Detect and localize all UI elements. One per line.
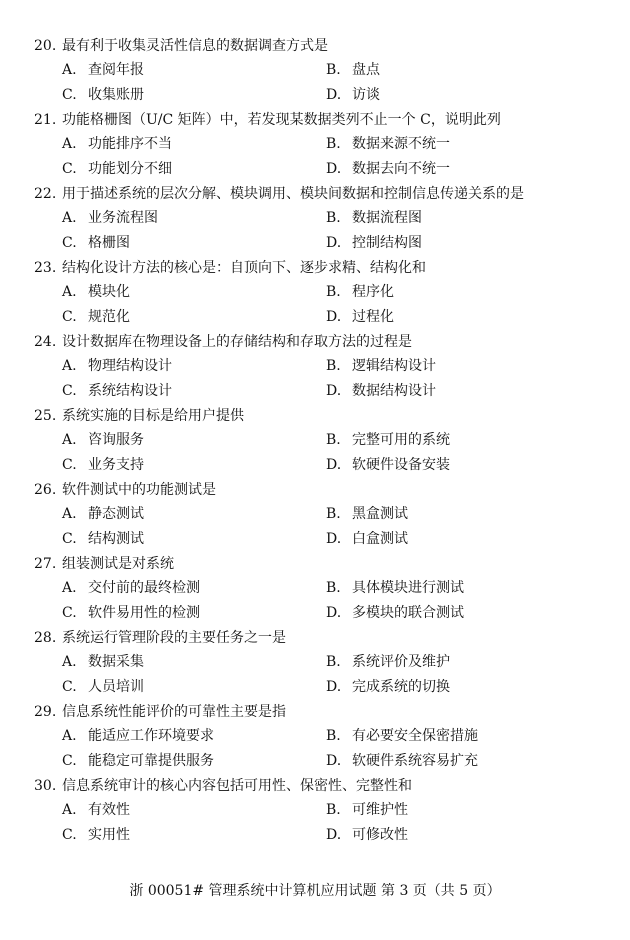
option-text: 软硬件设备安装 xyxy=(352,457,450,473)
option-text: 收集账册 xyxy=(88,87,144,103)
option-letter: B. xyxy=(326,802,341,818)
option-d xyxy=(326,749,576,774)
option-letter: D. xyxy=(326,679,342,695)
option-letter: A. xyxy=(62,284,77,300)
option-letter: A. xyxy=(62,506,77,522)
option-b xyxy=(326,576,576,601)
option-text: 人员培训 xyxy=(88,679,144,695)
option-letter: A. xyxy=(62,62,77,78)
option-c xyxy=(62,379,326,404)
question-number: 27. xyxy=(34,556,57,572)
option-letter: D. xyxy=(326,383,342,399)
option-a xyxy=(62,132,326,157)
option-text: 多模块的联合测试 xyxy=(352,605,464,621)
option-letter: C. xyxy=(62,161,77,177)
option-text: 可维护性 xyxy=(352,802,408,818)
question-item xyxy=(0,700,630,774)
option-text: 业务支持 xyxy=(88,457,144,473)
option-c xyxy=(62,157,326,182)
question-number: 30. xyxy=(34,778,57,794)
question-stem xyxy=(0,774,630,798)
option-d xyxy=(326,453,576,478)
option-b xyxy=(326,280,576,305)
option-text: 结构测试 xyxy=(88,531,144,547)
question-stem xyxy=(0,700,630,724)
option-text: 完成系统的切换 xyxy=(352,679,450,695)
option-letter: B. xyxy=(326,580,341,596)
question-item xyxy=(0,626,630,700)
question-text: 设计数据库在物理设备上的存储结构和存取方法的过程是 xyxy=(62,334,412,350)
option-b xyxy=(326,206,576,231)
option-text: 规范化 xyxy=(88,309,130,325)
option-text: 能稳定可靠提供服务 xyxy=(88,753,214,769)
option-text: 功能排序不当 xyxy=(88,136,172,152)
question-number: 29. xyxy=(34,704,57,720)
question-stem xyxy=(0,182,630,206)
option-a xyxy=(62,280,326,305)
option-letter: B. xyxy=(326,432,341,448)
question-text: 系统实施的目标是给用户提供 xyxy=(62,408,244,424)
question-item xyxy=(0,478,630,552)
option-text: 可修改性 xyxy=(352,827,408,843)
option-a xyxy=(62,798,326,823)
page-footer: 浙 00051# 管理系统中计算机应用试题 第 3 页（共 5 页） xyxy=(129,883,501,899)
question-item xyxy=(0,774,630,848)
question-item xyxy=(0,108,630,182)
option-a xyxy=(62,58,326,83)
question-stem xyxy=(0,330,630,354)
option-letter: B. xyxy=(326,136,341,152)
option-text: 黑盒测试 xyxy=(352,506,408,522)
option-a xyxy=(62,354,326,379)
question-item xyxy=(0,34,630,108)
question-item xyxy=(0,552,630,626)
option-c xyxy=(62,83,326,108)
option-letter: D. xyxy=(326,309,342,325)
option-b xyxy=(326,354,576,379)
option-letter: D. xyxy=(326,753,342,769)
option-a xyxy=(62,428,326,453)
option-d xyxy=(326,83,576,108)
option-a xyxy=(62,502,326,527)
option-b xyxy=(326,724,576,749)
option-d xyxy=(326,231,576,256)
option-text: 实用性 xyxy=(88,827,130,843)
option-c xyxy=(62,527,326,552)
option-text: 白盒测试 xyxy=(352,531,408,547)
option-c xyxy=(62,749,326,774)
option-d xyxy=(326,601,576,626)
option-letter: C. xyxy=(62,531,77,547)
question-text: 信息系统性能评价的可靠性主要是指 xyxy=(62,704,286,720)
option-letter: B. xyxy=(326,210,341,226)
option-text: 物理结构设计 xyxy=(88,358,172,374)
option-letter: C. xyxy=(62,753,77,769)
option-text: 数据流程图 xyxy=(352,210,422,226)
option-a xyxy=(62,206,326,231)
option-text: 完整可用的系统 xyxy=(352,432,450,448)
option-letter: C. xyxy=(62,309,77,325)
question-number: 21. xyxy=(34,112,57,128)
question-text: 系统运行管理阶段的主要任务之一是 xyxy=(62,630,286,646)
option-letter: D. xyxy=(326,531,342,547)
option-letter: A. xyxy=(62,210,77,226)
question-number: 25. xyxy=(34,408,57,424)
question-stem xyxy=(0,34,630,58)
option-b xyxy=(326,798,576,823)
option-text: 过程化 xyxy=(352,309,394,325)
option-text: 交付前的最终检测 xyxy=(88,580,200,596)
option-text: 格栅图 xyxy=(88,235,130,251)
question-number: 23. xyxy=(34,260,57,276)
option-text: 静态测试 xyxy=(88,506,144,522)
option-a xyxy=(62,724,326,749)
question-stem xyxy=(0,256,630,280)
option-letter: C. xyxy=(62,605,77,621)
question-text: 功能格栅图（U/C 矩阵）中，若发现某数据类列不止一个 C，说明此列 xyxy=(62,112,501,128)
option-text: 数据去向不统一 xyxy=(352,161,450,177)
question-text: 最有利于收集灵活性信息的数据调查方式是 xyxy=(62,38,328,54)
option-letter: D. xyxy=(326,827,342,843)
option-text: 模块化 xyxy=(88,284,130,300)
question-stem xyxy=(0,404,630,428)
option-c xyxy=(62,231,326,256)
option-b xyxy=(326,58,576,83)
question-text: 用于描述系统的层次分解、模块调用、模块间数据和控制信息传递关系的是 xyxy=(62,186,524,202)
option-d xyxy=(326,379,576,404)
option-letter: B. xyxy=(326,358,341,374)
question-number: 26. xyxy=(34,482,57,498)
question-list xyxy=(0,34,630,848)
question-item xyxy=(0,182,630,256)
option-d xyxy=(326,305,576,330)
option-letter: C. xyxy=(62,457,77,473)
option-letter: A. xyxy=(62,580,77,596)
option-text: 软硬件系统容易扩充 xyxy=(352,753,478,769)
question-number: 24. xyxy=(34,334,57,350)
option-letter: A. xyxy=(62,432,77,448)
option-letter: A. xyxy=(62,358,77,374)
option-a xyxy=(62,576,326,601)
option-letter: B. xyxy=(326,506,341,522)
option-b xyxy=(326,650,576,675)
option-letter: C. xyxy=(62,87,77,103)
option-letter: A. xyxy=(62,654,77,670)
option-letter: D. xyxy=(326,235,342,251)
option-b xyxy=(326,428,576,453)
option-d xyxy=(326,823,576,848)
option-letter: A. xyxy=(62,728,77,744)
option-text: 有必要安全保密措施 xyxy=(352,728,478,744)
option-d xyxy=(326,157,576,182)
option-letter: A. xyxy=(62,802,77,818)
option-b xyxy=(326,132,576,157)
option-text: 程序化 xyxy=(352,284,394,300)
option-text: 数据结构设计 xyxy=(352,383,436,399)
option-text: 咨询服务 xyxy=(88,432,144,448)
option-text: 有效性 xyxy=(88,802,130,818)
option-a xyxy=(62,650,326,675)
option-letter: B. xyxy=(326,284,341,300)
option-text: 控制结构图 xyxy=(352,235,422,251)
option-d xyxy=(326,527,576,552)
question-text: 软件测试中的功能测试是 xyxy=(62,482,216,498)
question-item xyxy=(0,404,630,478)
option-letter: A. xyxy=(62,136,77,152)
question-text: 组装测试是对系统 xyxy=(62,556,174,572)
question-item xyxy=(0,256,630,330)
option-c xyxy=(62,305,326,330)
option-letter: C. xyxy=(62,679,77,695)
option-text: 具体模块进行测试 xyxy=(352,580,464,596)
option-d xyxy=(326,675,576,700)
option-letter: C. xyxy=(62,827,77,843)
option-b xyxy=(326,502,576,527)
option-letter: D. xyxy=(326,605,342,621)
question-stem xyxy=(0,478,630,502)
question-item xyxy=(0,330,630,404)
option-text: 软件易用性的检测 xyxy=(88,605,200,621)
option-letter: B. xyxy=(326,654,341,670)
option-text: 访谈 xyxy=(352,87,380,103)
option-letter: C. xyxy=(62,383,77,399)
option-text: 数据来源不统一 xyxy=(352,136,450,152)
option-text: 逻辑结构设计 xyxy=(352,358,436,374)
option-text: 系统评价及维护 xyxy=(352,654,450,670)
option-text: 系统结构设计 xyxy=(88,383,172,399)
option-text: 数据采集 xyxy=(88,654,144,670)
question-stem xyxy=(0,626,630,650)
question-number: 20. xyxy=(34,38,57,54)
option-text: 盘点 xyxy=(352,62,380,78)
question-stem xyxy=(0,108,630,132)
question-number: 22. xyxy=(34,186,57,202)
option-letter: B. xyxy=(326,62,341,78)
question-text: 信息系统审计的核心内容包括可用性、保密性、完整性和 xyxy=(62,778,412,794)
option-c xyxy=(62,823,326,848)
option-c xyxy=(62,675,326,700)
option-letter: B. xyxy=(326,728,341,744)
question-stem xyxy=(0,552,630,576)
option-text: 功能划分不细 xyxy=(88,161,172,177)
option-letter: D. xyxy=(326,87,342,103)
option-c xyxy=(62,601,326,626)
option-letter: D. xyxy=(326,161,342,177)
option-letter: C. xyxy=(62,235,77,251)
question-text: 结构化设计方法的核心是：自顶向下、逐步求精、结构化和 xyxy=(62,260,426,276)
question-number: 28. xyxy=(34,630,57,646)
option-text: 查阅年报 xyxy=(88,62,144,78)
option-letter: D. xyxy=(326,457,342,473)
option-c xyxy=(62,453,326,478)
option-text: 能适应工作环境要求 xyxy=(88,728,214,744)
option-text: 业务流程图 xyxy=(88,210,158,226)
